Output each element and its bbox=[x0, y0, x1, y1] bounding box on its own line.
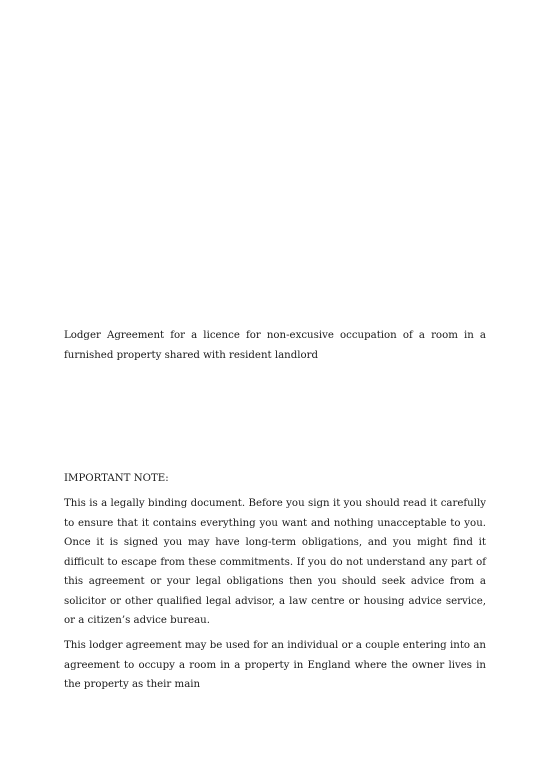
important-note-heading: IMPORTANT NOTE: bbox=[64, 473, 169, 484]
intro-paragraph: This lodger agreement may be used for an individual or a couple entering into an agreement to occupy a room in a property in England where the owner lives in the property as their main bbox=[64, 640, 486, 690]
important-note-body: This is a legally binding document. Before you sign it you should read it carefully to ensure that it contains everything you want and nothing unacceptable to you. Once it is signed you may have long-term obligations, and you might find it difficult to escape from these commitments. If you do not understand any part of this agreement or your legal obligations then you should seek advice from a solicitor or other qualified legal advisor, a law centre or housing advice service, or a citizen’s advice bureau. bbox=[64, 498, 486, 626]
agreement-title: Lodger Agreement for a licence for non-excusive occupation of a room in a furnished property shared with resident landlord bbox=[64, 330, 486, 361]
